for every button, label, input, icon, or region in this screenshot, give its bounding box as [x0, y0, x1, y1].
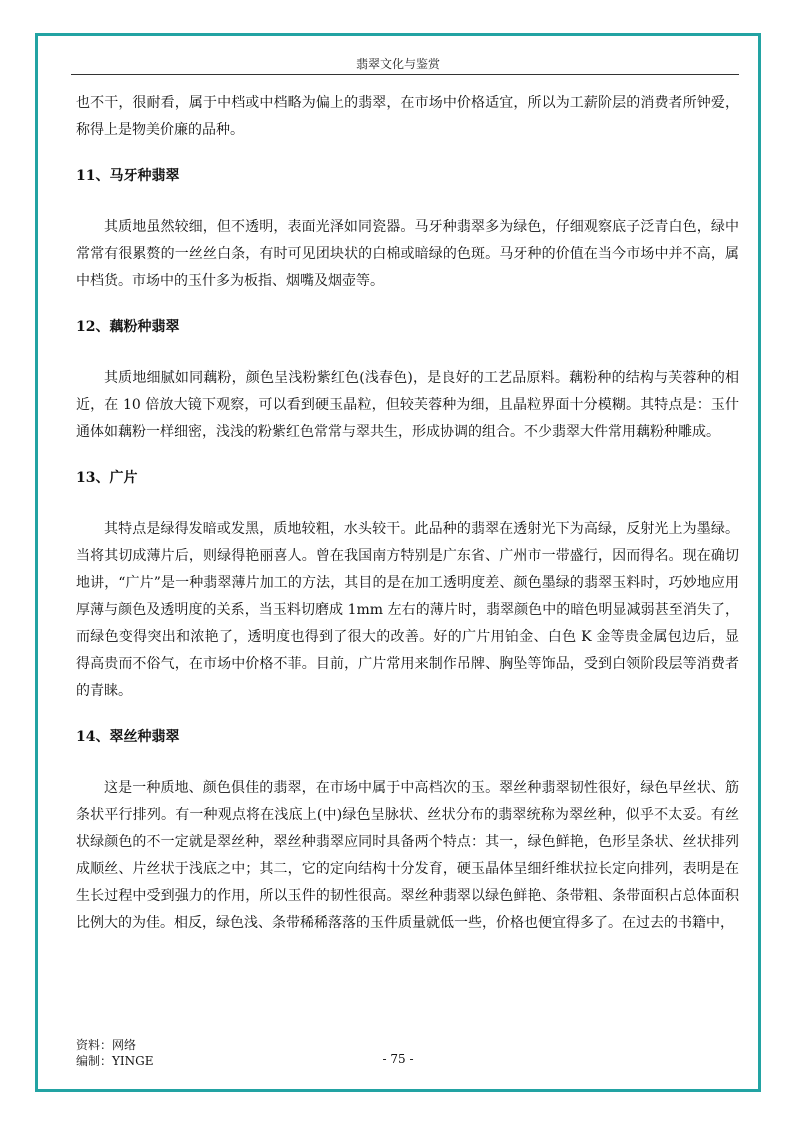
- document-body: [76, 90, 739, 937]
- section-heading-14: 14、翠丝种翡翠: [76, 729, 180, 745]
- footer-source: 资料：网络: [76, 1038, 137, 1052]
- section-heading-11: 11、马牙种翡翠: [76, 168, 180, 184]
- section-heading-13: 13、广片: [76, 470, 138, 486]
- section-paragraph-12: 其质地细腻如同藕粉，颜色呈浅粉紫红色(浅春色)，是良好的工艺品原料。藕粉种的结构与芙蓉种的相近，在 10 倍放大镜下观察，可以看到硬玉晶粒，但较芙蓉种为细，且晶粒界面十分模糊。其特点是：玉什通体如藕粉一样细密，浅浅的粉紫红色常常与翠共生，形成协调的组合。不少翡翠大件常用藕粉种雕成。: [76, 370, 739, 440]
- header-rule: [71, 74, 739, 75]
- header-title: 翡翠文化与鉴赏: [355, 57, 440, 71]
- section-paragraph-14: 这是一种质地、颜色俱佳的翡翠，在市场中属于中高档次的玉。翠丝种翡翠韧性很好，绿色早丝状、筋条状平行排列。有一种观点将在浅底上(中)绿色呈脉状、丝状分布的翡翠统称为翠丝种，似乎不太妥。有丝状绿颜色的不一定就是翠丝种，翠丝种翡翠应同时具备两个特点：其一，绿色鲜艳，色形呈条状、丝状排列成顺丝、片丝状于浅底之中；其二，它的定向结构十分发育，硬玉晶体呈细纤维状拉长定向排列，表明是在生长过程中受到强力的作用，所以玉件的韧性很高。翠丝种翡翠以绿色鲜艳、条带粗、条带面积占总体面积比例大的为佳。相反，绿色浅、条带稀稀落落的玉件质量就低一些，价格也便宜得多了。在过去的书籍中，: [76, 780, 739, 931]
- section-paragraph-13: 其特点是绿得发暗或发黑，质地较粗，水头较干。此品种的翡翠在透射光下为高绿，反射光上为墨绿。当将其切成薄片后，则绿得艳丽喜人。曾在我国南方特别是广东省、广州市一带盛行，因而得名。现在确切地讲，“广片”是一种翡翠薄片加工的方法，其目的是在加工透明度差、颜色墨绿的翡翠玉料时，巧妙地应用厚薄与颜色及透明度的关系，当玉料切磨成 1mm 左右的薄片时，翡翠颜色中的暗色明显减弱甚至消失了，而绿色变得突出和浓艳了，透明度也得到了很大的改善。好的广片用铂金、白色 K 金等贵金属包边后，显得高贵而不俗气，在市场中价格不菲。目前，广片常用来制作吊牌、胸坠等饰品，受到白领阶段层等消费者的青睐。: [76, 521, 739, 699]
- footer-editor: 编制：YINGE: [76, 1054, 154, 1068]
- page-number: - 75 -: [382, 1052, 414, 1066]
- paragraph-continued: 也不干，很耐看，属于中档或中档略为偏上的翡翠，在市场中价格适宜，所以为工薪阶层的消费者所钟爱，称得上是物美价廉的品种。: [76, 95, 739, 138]
- section-paragraph-11: 其质地虽然较细，但不透明，表面光泽如同瓷器。马牙种翡翠多为绿色，仔细观察底子泛青白色，绿中常常有很累赘的一丝丝白条，有时可见团块状的白棉或暗绿的色斑。马牙种的价值在当今市场中并不高，属中档货。市场中的玉什多为板指、烟嘴及烟壶等。: [76, 219, 739, 289]
- section-heading-12: 12、藕粉种翡翠: [76, 319, 180, 335]
